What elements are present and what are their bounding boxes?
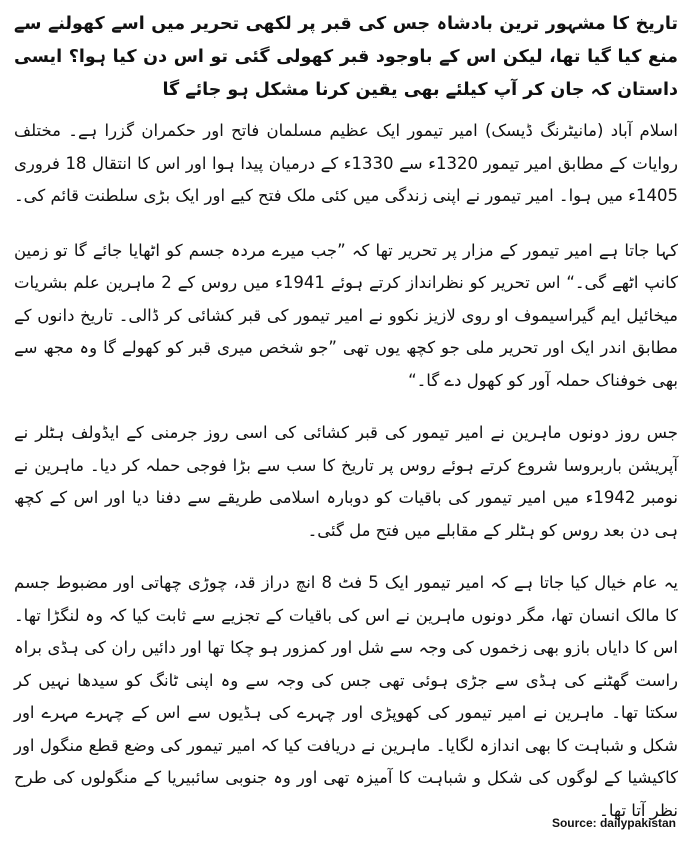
article-headline: تاریخ کا مشہور ترین بادشاہ جس کی قبر پر لکھی تحریر میں اسے کھولنے سے منع کیا گیا تھا، لیکن اس کے باوجود قبر کھولی گئی تو اس دن کیا ہوا؟ ایسی داستان کہ جان کر آپ کیلئے بھی یقین کرنا مشکل ہو جائے گا — [14, 14, 678, 100]
article-paragraph-physique: یہ عام خیال کیا جاتا ہے کہ امیر تیمور ایک 5 فٹ 8 انچ دراز قد، چوڑی چھاتی اور مضبوط جسم کا مالک انسان تھا، مگر دونوں ماہرین نے اس کی باقیات کے تجزیے سے ثابت کیا کہ وہ لنگڑا تھا۔ اس کا دایاں بازو بھی زخموں کی وجہ سے شل اور کمزور ہو چکا تھا اور دائیں ران کی ہڈی براہ راست گھٹنے کی ہڈی سے جڑی ہوئی تھی جس کی وجہ سے وہ اپنی ٹانگ کو سیدھا نہیں کر سکتا تھا۔ ماہرین نے امیر تیمور کی کھوپڑی اور چہرے کی ہڈیوں سے اس کے چہرے مہرے اور شکل و شباہت کا بھی اندازہ لگایا۔ ماہرین نے دریافت کیا کہ امیر تیمور کی وضع قطع منگول اور کاکیشیا کے لوگوں کی شکل و شباہت کا آمیزہ تھی اور وہ جنوبی سائبیریا کے منگولوں کی طرح نظر آتا تھا۔ — [14, 573, 678, 820]
article-body — [14, 8, 678, 847]
article-paragraph-intro: اسلام آباد (مانیٹرنگ ڈیسک) امیر تیمور ایک عظیم مسلمان فاتح اور حکمران گزرا ہے۔ مختلف روایات کے مطابق امیر تیمور 1320ء سے 1330ء کے درمیان پیدا ہوا اور اس کا انتقال 18 فروری 1405ء میں ہوا۔ امیر تیمور نے اپنی زندگی میں کئی ملک فتح کیے اور ایک بڑی سلطنت قائم کی۔ — [14, 121, 678, 205]
article-paragraph-reburial: جس روز دونوں ماہرین نے امیر تیمور کی قبر کشائی کی اسی روز جرمنی کے ایڈولف ہٹلر نے آپریشن باربروسا شروع کرتے ہوئے روس پر تاریخ کا سب سے بڑا فوجی حملہ کر دیا۔ ماہرین نے نومبر 1942ء میں امیر تیمور کی باقیات کو دوبارہ اسلامی طریقے سے دفنا دیا اور اس کے کچھ ہی دن بعد روس کو ہٹلر کے مقابلے میں فتح مل گئی۔ — [14, 423, 678, 540]
source-credit: Source: dailypakistan — [551, 816, 676, 830]
article-paragraph-inscription: کہا جاتا ہے امیر تیمور کے مزار پر تحریر تھا کہ ”جب میرے مردہ جسم کو اٹھایا جائے گا تو زمین کانپ اٹھے گی۔“ اس تحریر کو نظرانداز کرتے ہوئے 1941ء میں روس کے 2 ماہرین علم بشریات میخائیل ایم گیراسیموف او روی لازیز نکوو نے امیر تیمور کی قبر کشائی کر ڈالی۔ تاریخ دانوں کے مطابق اندر ایک اور تحریر ملی جو کچھ یوں تھی ”جو شخص میری قبر کو کھولے گا وہ مجھ سے بھی خوفناک حملہ آور کو کھول دے گا۔“ — [14, 240, 678, 390]
